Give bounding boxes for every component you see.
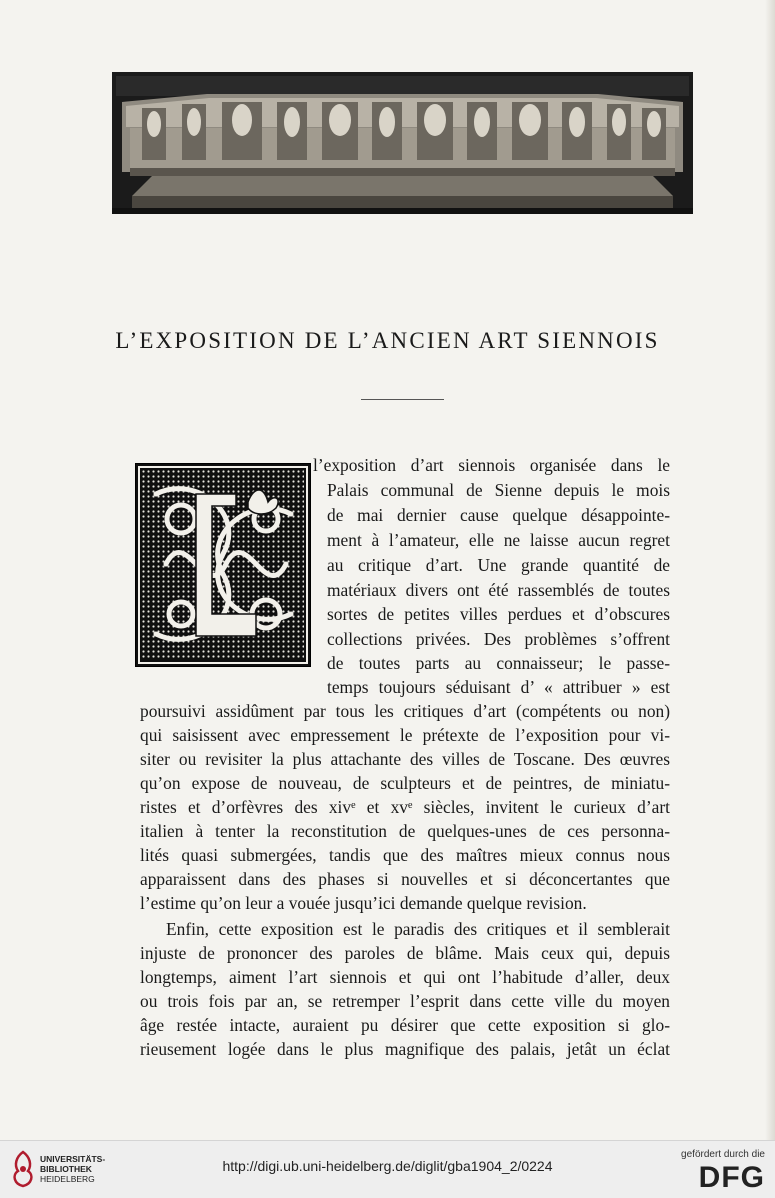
text-line: injuste de prononcer des paroles de blâme. Mais ceux qui, depuis (140, 943, 670, 963)
text-line: siter ou revisiter la plus attachante des villes de Toscane. Des œuvres (140, 749, 670, 769)
text-line: italien à tenter la reconstitution de quelques-unes de ces personna- (140, 821, 670, 841)
text-line: qui saisissent avec empressement le prétexte de l’exposition pour vi- (140, 725, 670, 745)
text-line: Enfin, cette exposition est le paradis des critiques et il semblerait (166, 919, 670, 939)
text-line: lités quasi submergées, tandis que des maîtres mieux connus nous (140, 845, 670, 865)
text-line: ristes et d’orfèvres des xivᵉ et xvᵉ siècles, invitent le curieux d’art (140, 797, 670, 817)
text-line: Palais communal de Sienne depuis le mois (327, 480, 670, 500)
text-line: ou trois fois par an, se retremper l’esprit dans cette ville du moyen (140, 991, 670, 1011)
text-line: ment à l’amateur, elle ne laisse aucun regret (327, 530, 670, 550)
fountain-engraving (112, 72, 693, 214)
text-line: l’estime qu’on leur a vouée jusqu’ici demande quelque revision. (140, 893, 587, 913)
text-line: âge restée intacte, auraient pu désirer que cette exposition si glo- (140, 1015, 670, 1035)
text-line: apparaissent dans des phases si nouvelles et si déconcertantes que (140, 869, 670, 889)
text-line: collections privées. Des problèmes s’offrent (327, 629, 670, 649)
text-line: de mai dernier cause quelque désappointe- (327, 505, 670, 525)
ornamental-initial-l (136, 464, 310, 666)
text-line: temps toujours séduisant d’ « attribuer » est (327, 677, 670, 697)
text-line: au critique d’art. Une grande quantité de (327, 555, 670, 575)
text-line: longtemps, aiment l’art siennois et qui ont l’habitude d’aller, deux (140, 967, 670, 987)
library-name-line: HEIDELBERG (40, 1174, 95, 1184)
text-line: de toutes parts au connaisseur; le passe- (327, 653, 670, 673)
dfg-logo[interactable]: DFG (698, 1161, 765, 1194)
library-name-line: BIBLIOTHEK (40, 1164, 92, 1174)
viewer-footer (0, 1140, 775, 1198)
text-line: matériaux divers ont été rassemblés de toutes (327, 580, 670, 600)
page-edge (765, 0, 775, 1140)
funded-by-label: gefördert durch die (681, 1149, 765, 1160)
text-line: poursuivi assidûment par tous les critiques d’art (compétents ou non) (140, 701, 670, 721)
text-line: sortes de petites villes perdues et d’obscures (327, 604, 670, 624)
permalink[interactable]: http://digi.ub.uni-heidelberg.de/diglit/gba1904_2/0224 (222, 1158, 553, 1174)
text-line: rieusement logée dans le plus magnifique des palais, jetât un éclat (140, 1039, 670, 1059)
text-line: qu’on expose de nouveau, de sculpteurs et de peintres, de miniatu- (140, 773, 670, 793)
article-title: L’EXPOSITION DE L’ANCIEN ART SIENNOIS (115, 328, 660, 353)
title-rule (361, 399, 444, 400)
library-name-line: UNIVERSITÄTS- (40, 1154, 106, 1164)
text-line: l’exposition d’art siennois organisée dans le (313, 455, 670, 475)
